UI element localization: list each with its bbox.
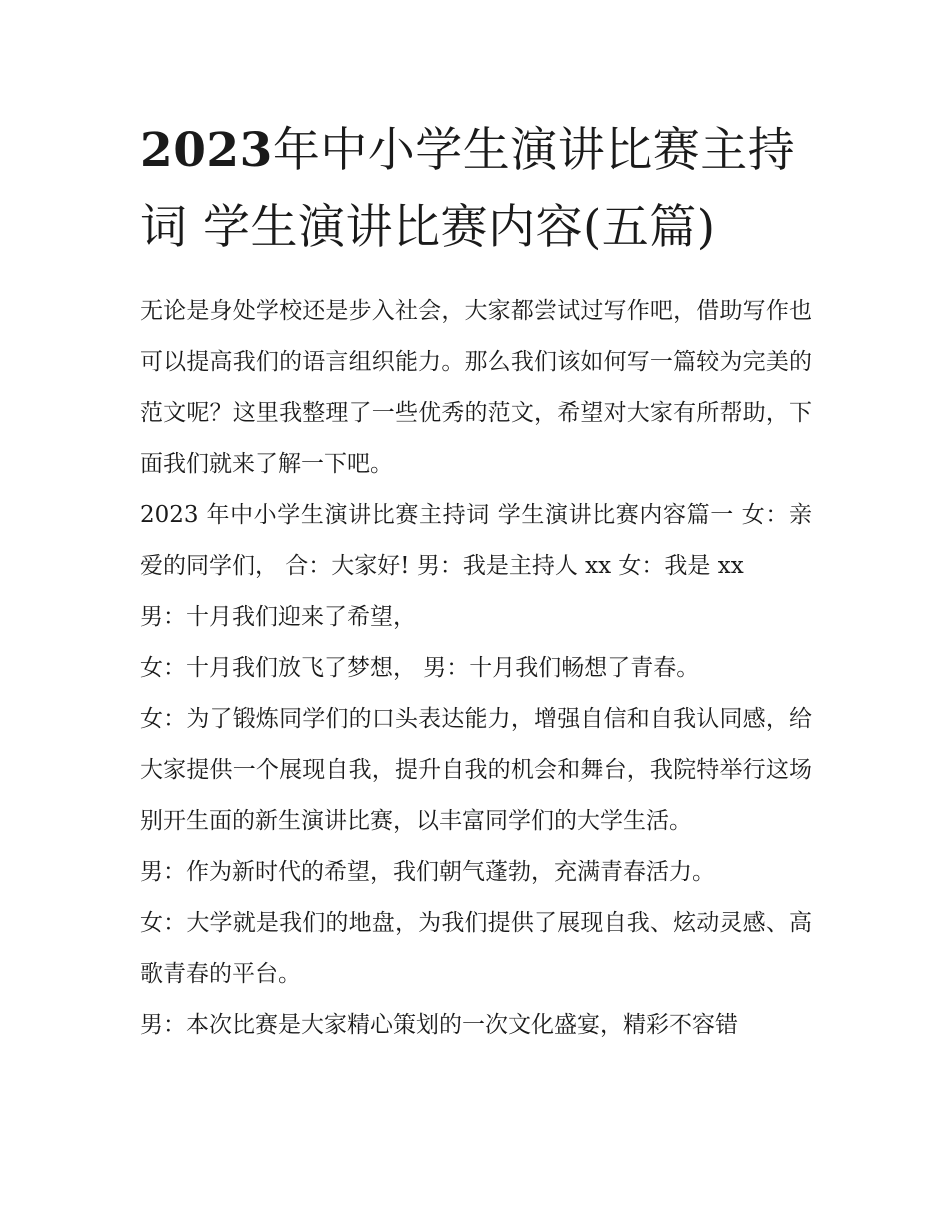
- title-line1: 年中小学生演讲比赛主持: [272, 123, 796, 178]
- dialogue-line: 男：本次比赛是大家精心策划的一次文化盛宴，精彩不容错: [140, 1012, 738, 1038]
- document-page: [140, 112, 812, 1051]
- document-body: [140, 286, 812, 1051]
- dialogue-line: 女：为了锻炼同学们的口头表达能力，增强自信和自我认同感，给大家提供一个展现自我，提升自我的机会和舞台，我院特举行这场别开生面的新生演讲比赛，以丰富同学们的大学生活。: [140, 706, 812, 834]
- dialogue-line: 女：大学就是我们的地盘，为我们提供了展现自我、炫动灵感、高歌青春的平台。: [140, 910, 812, 987]
- section-heading-paragraph: 2023 年中小学生演讲比赛主持词 学生演讲比赛内容篇一 女：亲爱的同学们， 合：大家好! 男：我是主持人 xx 女：我是 xx: [140, 502, 812, 579]
- dialogue-line: 女：十月我们放飞了梦想， 男：十月我们畅想了青春。: [140, 655, 700, 681]
- title-line2: 词 学生演讲比赛内容(五篇): [140, 200, 716, 255]
- document-title: [140, 112, 812, 266]
- intro-paragraph: 无论是身处学校还是步入社会，大家都尝试过写作吧，借助写作也可以提高我们的语言组织能力。那么我们该如何写一篇较为完美的范文呢？这里我整理了一些优秀的范文，希望对大家有所帮助，下面我们就来了解一下吧。: [140, 298, 812, 477]
- title-year: 2023: [140, 123, 273, 178]
- dialogue-line: 男：十月我们迎来了希望，: [140, 604, 416, 630]
- dialogue-line: 男：作为新时代的希望，我们朝气蓬勃，充满青春活力。: [140, 859, 715, 885]
